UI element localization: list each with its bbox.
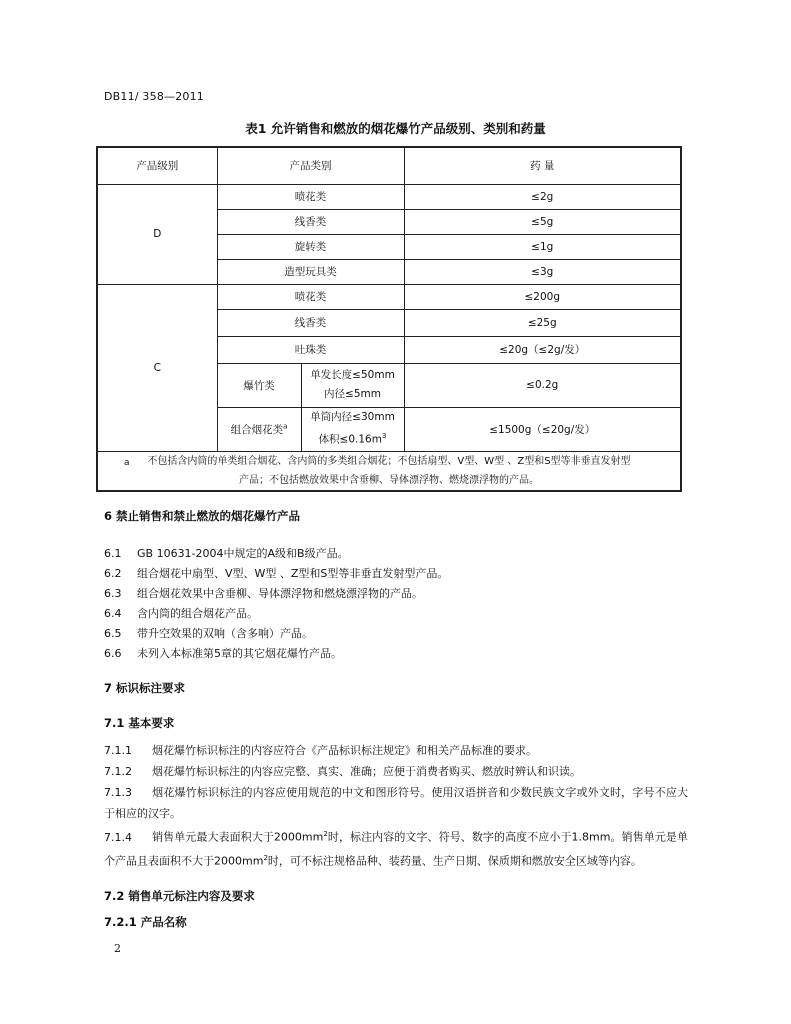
header-amount: 药 量	[404, 147, 681, 184]
paragraph-7-1-4: 7.1.4 销售单元最大表面积大于$2000mm^2$时，标注内容的文字、符号、数字的高度不应小于1.8mm。销售单元是单个产品且表面积不大于$2000mm^2$时，可不标注规格品种、装药量、生产日期、保质期和燃放安全区域等内容。	[104, 830, 688, 868]
amount-cell: ≤5g	[404, 209, 681, 234]
table-caption: 表1 允许销售和燃放的烟花爆竹产品级别、类别和药量	[245, 121, 546, 136]
list-item: 6.3 组合烟花效果中含垂柳、导体漂浮物和燃烧漂浮物的产品。	[104, 587, 423, 600]
amount-cell: ≤1500g（≤20g/发）	[404, 407, 681, 451]
table-header-row	[97, 147, 681, 184]
category-cell	[217, 407, 301, 451]
header-grade: 产品级别	[97, 147, 217, 184]
footnote-ref: a	[283, 422, 288, 430]
category-cell: 造型玩具类	[217, 259, 404, 284]
table-footnote-row	[97, 451, 681, 491]
list-item: 6.1 GB 10631-2004中规定的A级和B级产品。	[104, 547, 349, 560]
header-category: 产品类别	[217, 147, 404, 184]
amount-cell: ≤2g	[404, 184, 681, 209]
section-7-title: 7 标识标注要求	[104, 681, 186, 695]
document-code: DB11/ 358—2011	[104, 90, 205, 103]
list-item: 6.5 带升空效果的双响（含多响）产品。	[104, 627, 313, 640]
table-row	[97, 184, 681, 209]
amount-cell: ≤0.2g	[404, 363, 681, 407]
amount-cell: ≤3g	[404, 259, 681, 284]
spec-line: 内径≤5mm	[324, 388, 381, 400]
category-cell: 喷花类	[217, 184, 404, 209]
amount-cell: ≤20g（≤2g/发）	[404, 336, 681, 363]
spec-cell	[301, 363, 404, 407]
footnote-line: 产品；不包括燃放效果中含垂柳、导体漂浮物、燃烧漂浮物的产品。	[239, 474, 539, 486]
table-row	[97, 284, 681, 309]
grade-cell: D	[97, 184, 217, 284]
paragraph-7-1-2: 7.1.2 烟花爆竹标识标注的内容应完整、真实、准确；应便于消费者购买、燃放时辨认和识读。	[104, 765, 581, 778]
footnote-mark: a	[124, 457, 130, 468]
paragraph-7-1-1: 7.1.1 烟花爆竹标识标注的内容应符合《产品标识标注规定》和相关产品标准的要求。	[104, 744, 537, 757]
product-grade-table	[96, 146, 682, 492]
list-item: 6.2 组合烟花中扇型、V型、W型 、Z型和S型等非垂直发射型产品。	[104, 567, 449, 580]
page-number: 2	[114, 942, 121, 955]
spec-line: 体积$\le 0.16m^3$	[318, 432, 387, 446]
amount-cell: ≤200g	[404, 284, 681, 309]
section-7-1-title: 7.1 基本要求	[104, 716, 175, 730]
amount-cell: ≤25g	[404, 309, 681, 336]
amount-cell: ≤1g	[404, 234, 681, 259]
list-item: 6.4 含内筒的组合烟花产品。	[104, 607, 258, 620]
spec-line: 单发长度≤50mm	[310, 369, 395, 381]
category-cell: 线香类	[217, 209, 404, 234]
category-cell: 线香类	[217, 309, 404, 336]
category-label: 组合烟花类	[230, 423, 284, 436]
table-footnote	[97, 451, 681, 491]
category-cell: 旋转类	[217, 234, 404, 259]
section-6-title: 6 禁止销售和禁止燃放的烟花爆竹产品	[104, 509, 301, 523]
paragraph-7-1-3: 7.1.3 烟花爆竹标识标注的内容应使用规范的中文和图形符号。使用汉语拼音和少数民族文字或外文时，字号不应大于相应的汉字。	[104, 786, 688, 820]
spec-line: 单筒内径≤30mm	[310, 411, 395, 424]
spec-cell	[301, 407, 404, 451]
category-cell: 吐珠类	[217, 336, 404, 363]
footnote-line: 不包括含内筒的单类组合烟花、含内筒的多类组合烟花；不包括扇型、V型、W型 、Z型和S型等非垂直发射型	[147, 455, 631, 467]
category-cell: 喷花类	[217, 284, 404, 309]
section-7-2-title: 7.2 销售单元标注内容及要求	[104, 889, 255, 903]
grade-cell: C	[97, 284, 217, 451]
section-7-2-1-title: 7.2.1 产品名称	[104, 915, 187, 929]
list-item: 6.6 未列入本标准第5章的其它烟花爆竹产品。	[104, 647, 342, 660]
category-cell: 爆竹类	[217, 363, 301, 407]
